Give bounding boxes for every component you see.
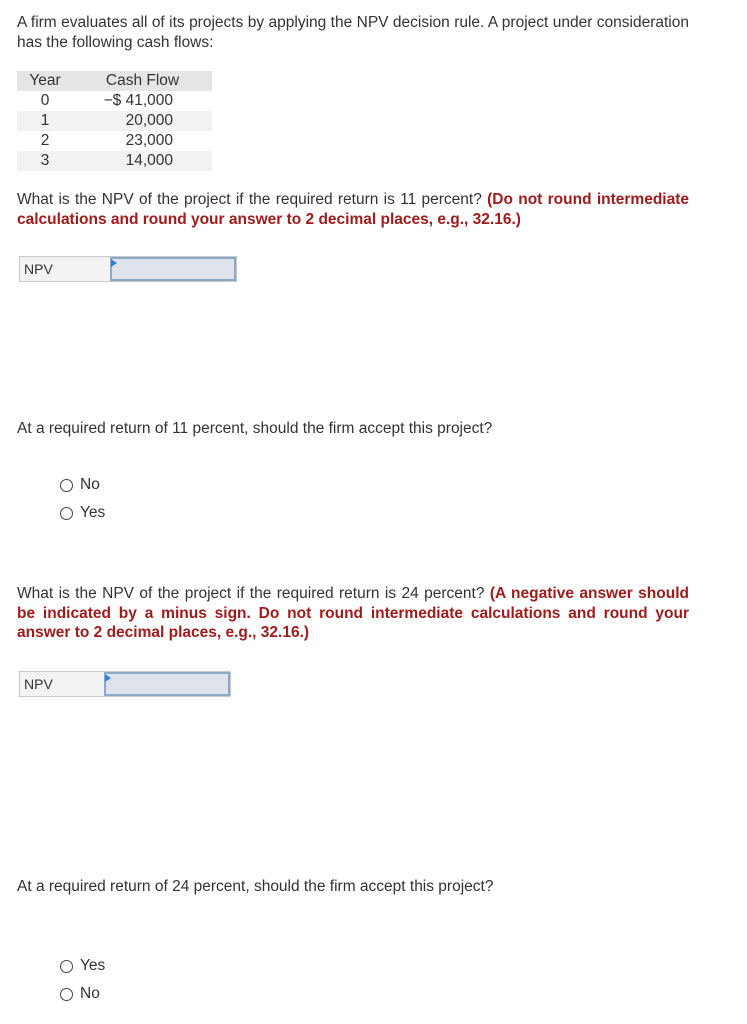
- npv-24-input[interactable]: [104, 672, 230, 696]
- option-label: Yes: [80, 504, 106, 521]
- cash-flow-header: Cash Flow: [73, 71, 212, 91]
- question-3-text: What is the NPV of the project if the required return is 24 percent?: [17, 585, 485, 602]
- radio-circle-icon[interactable]: [60, 960, 73, 973]
- radio-circle-icon[interactable]: [60, 507, 73, 520]
- option-label: No: [80, 476, 100, 493]
- question-2-options: [60, 471, 105, 527]
- year-cell: 0: [40, 92, 50, 109]
- question-1-instruction: (Do not round intermediate calculations and round your answer to 2 decimal places, e.g., 32.16.): [17, 191, 689, 228]
- table-row: [17, 111, 212, 131]
- question-1: [17, 190, 689, 229]
- npv-24-label: NPV: [24, 676, 53, 692]
- option-yes-24[interactable]: [60, 952, 105, 980]
- input-flag-icon: [105, 674, 111, 682]
- cash-flow-cell: −$ 41,000: [103, 92, 173, 109]
- cash-flow-table: [17, 71, 212, 171]
- year-cell: 1: [17, 111, 73, 131]
- question-2-text: At a required return of 11 percent, should the firm accept this project?: [17, 420, 493, 437]
- radio-circle-icon[interactable]: [60, 479, 73, 492]
- question-3-instruction: (A negative answer should be indicated by a minus sign. Do not round intermediate calculations and round your answer to 2 decimal places, e.g., 32.16.): [17, 585, 689, 641]
- cash-flow-cell: 23,000: [125, 132, 173, 149]
- npv-11-input[interactable]: [110, 257, 236, 281]
- year-header: Year: [17, 71, 73, 91]
- option-no-24[interactable]: [60, 980, 105, 1008]
- cash-flow-cell: 14,000: [73, 151, 212, 171]
- input-flag-icon: [111, 259, 117, 267]
- year-cell: 3: [17, 151, 73, 171]
- table-row: [17, 131, 212, 151]
- npv-11-answer-row: [19, 256, 237, 282]
- table-row: [17, 91, 212, 111]
- radio-circle-icon[interactable]: [60, 988, 73, 1001]
- option-no-11[interactable]: [60, 471, 105, 499]
- option-label: No: [80, 985, 100, 1002]
- option-label: Yes: [80, 957, 106, 974]
- question-1-text: What is the NPV of the project if the required return is 11 percent?: [17, 191, 482, 208]
- option-yes-11[interactable]: [60, 499, 105, 527]
- intro-text: A firm evaluates all of its projects by applying the NPV decision rule. A project under consideration has the following cash flows:: [17, 14, 689, 51]
- table-row: [17, 151, 212, 171]
- npv-24-answer-row: [19, 671, 231, 697]
- question-4-options: [60, 952, 105, 1008]
- question-3: [17, 584, 689, 643]
- question-4-text: At a required return of 24 percent, should the firm accept this project?: [17, 878, 494, 895]
- npv-11-label: NPV: [24, 261, 53, 277]
- year-cell: 2: [40, 132, 50, 149]
- cash-flow-cell: 20,000: [73, 111, 212, 131]
